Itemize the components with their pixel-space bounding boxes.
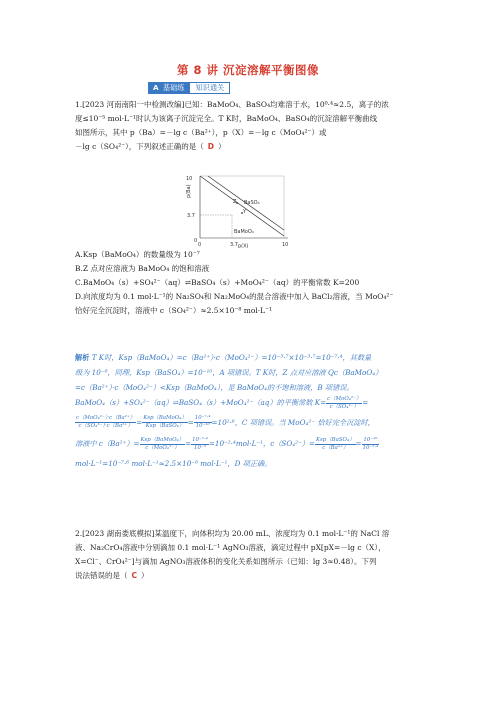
x-axis-label: p(X) bbox=[238, 243, 249, 248]
y-axis-label: p(Ba) bbox=[186, 184, 192, 198]
fraction: $\frac{\text{Ksp（BaSO₄）}}{\text{c（Ba²⁺）}}$ bbox=[316, 436, 355, 451]
y-tick-3.7: 3.7 bbox=[187, 213, 195, 219]
explanation-label: 解析 bbox=[75, 353, 90, 362]
y-tick-10: 10 bbox=[186, 176, 193, 182]
tab-basic-practice[interactable] bbox=[148, 82, 189, 94]
expl-line-7: mol·L⁻¹=10⁻⁷·⁶ mol·L⁻¹≈2.5×10⁻⁸ mol·L⁻¹，D 项正确。 bbox=[75, 458, 272, 468]
q1-line-3: 如图所示，其中 p（Ba）=－lg c（Ba²⁺），p（X）=－lg c（MoO₄²⁻）或 bbox=[75, 128, 327, 137]
point-y-label: Y bbox=[243, 209, 247, 215]
q2-line-2: 液、Na₂CrO₄溶液中分别滴加 0.1 mol·L⁻¹ AgNO₃溶液，滴定过程中 pX[pX=－lg c（X）， bbox=[75, 543, 386, 552]
tab-label: 知识通关 bbox=[195, 83, 225, 92]
option-b: B.Z 点对应溶液为 BaMoO₄ 的饱和溶液 bbox=[75, 264, 210, 273]
fraction: $\frac{\text{c（MoO₄²⁻）}}{\text{c（SO₄²⁻）}}$ bbox=[327, 395, 362, 410]
y-tick-0: 0 bbox=[194, 238, 198, 244]
q1-options bbox=[75, 248, 420, 318]
question-1 bbox=[75, 98, 420, 154]
q2-line-4: 说法错误的是（ C ） bbox=[75, 571, 149, 580]
q2-answer: C bbox=[131, 571, 138, 580]
q1-line-1: 1.[2023 河南南阳一中检测改编]已知：BaMoO₄、BaSO₄均难溶于水，10⁰·⁴≈2.5，离子的浓 bbox=[75, 100, 389, 109]
q1-line-4 bbox=[75, 140, 420, 154]
q2-line-1: 2.[2023 湖南娄底模拟]某温度下，向体积均为 20.00 mL、浓度均为 0.1 mol·L⁻¹的 NaCl 溶 bbox=[75, 529, 390, 538]
fraction: $\frac{\text{c（MoO₄²⁻）·c（Ba²⁺）}}{\text{c（SO₄²⁻）·c（Ba²⁺）}}$ bbox=[76, 415, 136, 429]
q1-line-4-text: －lg c（SO₄²⁻），下列叙述正确的是（ bbox=[75, 142, 204, 151]
x-tick-10: 10 bbox=[282, 242, 289, 248]
option-a: A.Ksp（BaMoO₄）的数量级为 10⁻⁷ bbox=[75, 250, 200, 259]
fraction: $\frac{\text{10⁻⁷·⁴}}{\text{10⁻¹⁰}}$ bbox=[194, 415, 211, 429]
option-d-line-1: D.向浓度均为 0.1 mol·L⁻¹的 Na₂SO₄和 Na₂MoO₄的混合溶液中加入 BaCl₂溶液，当 MoO₄²⁻ bbox=[75, 292, 394, 301]
curve-baso4-label: BaSO₄ bbox=[244, 200, 260, 206]
expl-line-6: 溶液中 c（Ba²⁺）= $\frac{\text{Ksp（BaMoO₄）}}{\text{c（MoO₄²⁻）}}$ = $\frac{\text{10⁻⁷·⁴}}{\text{10⁻⁵}}$ =10⁻²·⁴mol·L⁻¹，c（SO₄²⁻）= $\frac{\text{Ksp（BaSO₄）}}{\text{c（Ba²⁺）}}$ = $\frac{\text{10⁻¹⁰}}{\text{10⁻²·⁴}}$ bbox=[75, 436, 379, 451]
tab-badge: A bbox=[153, 83, 159, 92]
fraction: $\frac{\text{Ksp（BaMoO₄）}}{\text{Ksp（BaSO₄）}}$ bbox=[143, 415, 187, 429]
q1-line-2: 度≤10⁻⁵ mol·L⁻¹时认为该离子沉淀完全。T K时，BaMoO₄、BaSO₄的沉淀溶解平衡曲线 bbox=[75, 114, 378, 123]
expl-line-1: T K时，Ksp（BaMoO₄）=c（Ba²⁺）·c（MoO₄²⁻）=10⁻³·⁷×10⁻³·⁷=10⁻⁷·⁴，其数量 bbox=[91, 353, 372, 362]
solubility-graph bbox=[180, 170, 300, 248]
expl-line-5: $\frac{\text{c（MoO₄²⁻）·c（Ba²⁺）}}{\text{c（SO₄²⁻）·c（Ba²⁺）}}$ = $\frac{\text{Ksp（BaMoO₄）}}{\text{Ksp（BaSO₄）}}$ = $\frac{\text{10⁻⁷·⁴}}{\text{10⁻¹⁰}}$ =10²·⁶，C 项错误。当 MoO₄²⁻ 恰好完全沉淀时， bbox=[76, 415, 375, 429]
fraction: $\frac{\text{Ksp（BaMoO₄）}}{\text{c（MoO₄²⁻）}}$ bbox=[140, 436, 185, 451]
option-d-line-2: 恰好完全沉淀时，溶液中 c（SO₄²⁻）≈2.5×10⁻⁸ mol·L⁻¹ bbox=[75, 306, 273, 315]
q2-line-3: X=Cl⁻、CrO₄²⁻]与滴加 AgNO₃溶液体积的变化关系如图所示（已知：lg 3≈0.48）。下列 bbox=[75, 557, 377, 566]
fraction: $\frac{\text{10⁻⁷·⁴}}{\text{10⁻⁵}}$ bbox=[192, 436, 208, 451]
tab-knowledge[interactable] bbox=[189, 82, 230, 94]
tab-label: 基础练 bbox=[162, 83, 185, 92]
curve-bamoo4-label: BaMoO₄ bbox=[234, 229, 254, 235]
option-c: C.BaMoO₄（s）+SO₄²⁻（aq）⇌BaSO₄（s）+MoO₄²⁻（aq）的平衡常数 K=200 bbox=[75, 278, 360, 287]
x-tick-3.7: 3.7 bbox=[230, 242, 238, 248]
page-title: 第 8 讲 沉淀溶解平衡图像 bbox=[176, 63, 319, 77]
fraction: $\frac{\text{10⁻¹⁰}}{\text{10⁻²·⁴}}$ bbox=[362, 436, 379, 451]
q1-answer: D bbox=[207, 142, 215, 151]
point-z-label: Z bbox=[233, 199, 237, 205]
x-tick-0: 0 bbox=[198, 242, 202, 248]
question-2 bbox=[75, 527, 420, 583]
q1-line-4-end: ） bbox=[218, 142, 226, 151]
q1-explanation bbox=[75, 350, 420, 471]
expl-line-3: =c（Ba²⁺）·c（MoO₄²⁻）<Ksp（BaMoO₄），是 BaMoO₄的不饱和溶液，B 项错误。 bbox=[75, 383, 354, 392]
expl-line-4: BaMoO₄（s）+SO₄²⁻（aq）⇌BaSO₄（s）+MoO₄²⁻（aq）的平衡常数 K= $\frac{\text{c（MoO₄²⁻）}}{\text{c（SO₄²⁻）}}$ = bbox=[75, 395, 369, 410]
expl-line-2: 级为 10⁻⁸，同理，Ksp（BaSO₄）=10⁻¹⁰，A 项错误。T K时，Z 点对应溶液 Qc（BaMoO₄） bbox=[75, 368, 383, 377]
section-tabs bbox=[148, 82, 230, 94]
